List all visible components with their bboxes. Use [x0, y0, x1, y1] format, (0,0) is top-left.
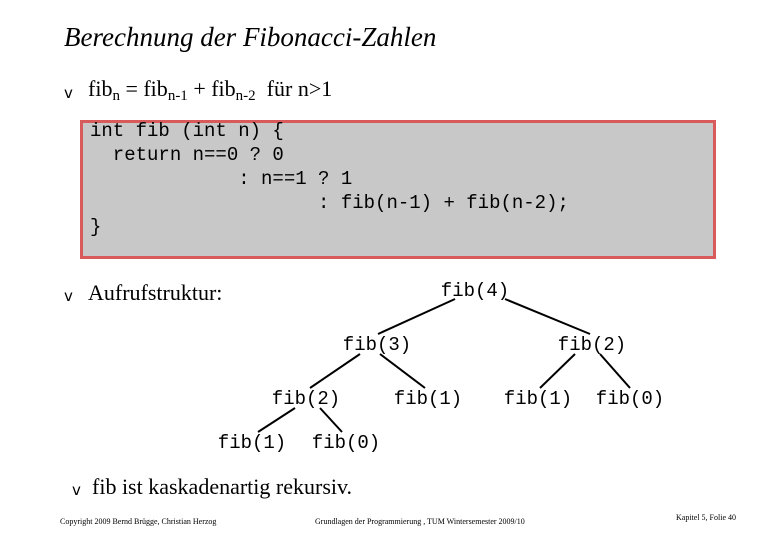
code-line: }: [90, 216, 102, 238]
edge-fib2-fib1: [540, 354, 575, 388]
code-line: int fib (int n) {: [90, 120, 284, 142]
tree-node-fib0-lower: fib(0): [311, 432, 381, 454]
tree-node-fib1-lower: fib(1): [217, 432, 287, 454]
bullet-icon: v: [64, 287, 73, 305]
edge-fib2-fib0-lower: [320, 408, 342, 432]
edge-fib4-fib3: [378, 299, 455, 334]
formula-plus: + fib: [187, 76, 236, 101]
footer-slide-number: Kapitel 5, Folie 40: [676, 513, 736, 522]
tree-node-fib1-right: fib(1): [503, 388, 573, 410]
slide-title: Berechnung der Fibonacci-Zahlen: [64, 22, 437, 52]
formula-lhs-sub: n: [112, 88, 120, 104]
edge-fib2-fib0: [600, 354, 630, 388]
footer-copyright: Copyright 2009 Bernd Brügge, Christian Herzog: [60, 517, 217, 526]
tree-node-fib3: fib(3): [342, 334, 412, 356]
code-line: : n==1 ? 1: [90, 168, 353, 190]
call-structure-label: Aufrufstruktur:: [88, 280, 223, 305]
formula-eq: = fib: [119, 76, 168, 101]
bullet-icon: v: [64, 84, 73, 102]
footer-course: Grundlagen der Programmierung , TUM Wintersemester 2009/10: [315, 517, 525, 526]
tree-node-fib1: fib(1): [393, 388, 463, 410]
code-line: : fib(n-1) + fib(n-2);: [90, 192, 569, 214]
formula-t1-sub: n-1: [167, 88, 188, 104]
formula-condition: für n>1: [255, 76, 333, 101]
tree-node-fib0-right: fib(0): [595, 388, 665, 410]
conclusion-text: fib ist kaskadenartig rekursiv.: [92, 474, 353, 499]
edge-fib3-fib1: [380, 354, 425, 388]
edge-fib4-fib2: [505, 299, 590, 334]
formula-t2-sub: n-2: [235, 88, 256, 104]
tree-node-fib2-left: fib(2): [271, 388, 341, 410]
bullet-icon: v: [72, 481, 81, 499]
edge-fib2-fib1-lower: [258, 408, 295, 432]
tree-node-fib2: fib(2): [557, 334, 627, 356]
edge-fib3-fib2: [310, 354, 360, 388]
tree-node-fib4: fib(4): [440, 280, 510, 302]
formula-lhs: fib: [88, 76, 113, 101]
code-line: return n==0 ? 0: [90, 144, 284, 166]
